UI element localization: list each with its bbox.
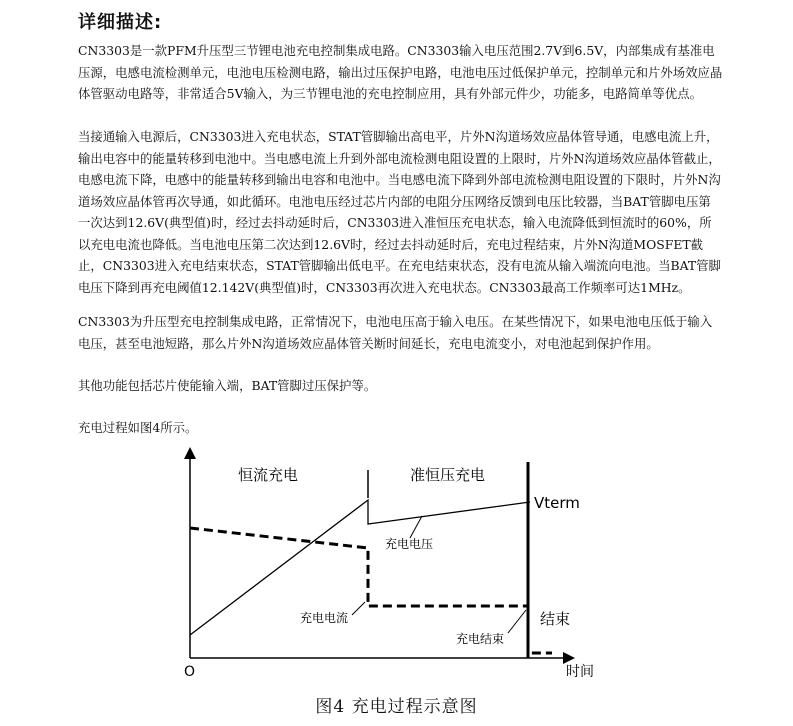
label-charge-end-annotation: 充电结束 bbox=[456, 632, 505, 646]
label-charge-voltage: 充电电压 bbox=[385, 537, 434, 551]
label-time: 时间 bbox=[566, 664, 594, 680]
paragraph-other-features: 其他功能包括芯片使能输入端，BAT管脚过压保护等。 bbox=[78, 378, 377, 393]
label-charge-current: 充电电流 bbox=[300, 611, 349, 625]
figure-caption: 图4 充电过程示意图 bbox=[315, 697, 478, 717]
current-leader-line bbox=[352, 602, 365, 615]
label-end: 结束 bbox=[540, 610, 571, 628]
label-constant-current: 恒流充电 bbox=[238, 466, 299, 484]
label-vterm: Vterm bbox=[534, 494, 580, 512]
section-heading: 详细描述: bbox=[78, 12, 163, 33]
paragraph-charging-operation: 当接通输入电源后，CN3303进入充电状态，STAT管脚输出高电平，片外N沟道场效应晶体管导通，电感电流上升，输出电容中的能量转移到电池中。当电感电流上升到外部电流检测电阻设置的上限时，片外N沟道场效应晶体管截止，电感电流下降，电感中的能量转移到输出电容和电池中。当电感电流下降到外部电流检测电阻设置的下限时，片外N沟道场效应晶体管再次导通，如此循环。电池电压经过芯片内部的电阻分压网络反馈到电压比较器，当BAT管脚电压第一次达到12.6V(典型值)时，经过去抖动延时后，CN3303进入准恒压充电状态，输入电流降低到恒流时的60%，所以充电电流也降低。当电池电压第二次达到12.6V时，经过去抖动延时后，充电过程结束，片外N沟道MOSFET截止，CN3303进入充电结束状态，STAT管脚输出低电平。在充电结束状态，没有电流从输入端流向电池。当BAT管脚电压下降到再充电阈值12.142V(典型值)时，CN3303再次进入充电状态。CN3303最高工作频率可达1MHz。 bbox=[78, 129, 721, 295]
end-leader-line bbox=[508, 610, 526, 633]
voltage-leader-line bbox=[410, 516, 422, 538]
charge-voltage-curve bbox=[190, 500, 530, 635]
label-origin: O bbox=[184, 664, 196, 680]
charging-process-diagram bbox=[160, 440, 600, 680]
paragraph-overview: CN3303是一款PFM升压型三节锂电池充电控制集成电路。CN3303输入电压范围2.7V到6.5V，内部集成有基准电压源，电感电流检测单元，电池电压检测电路，输出过压保护电路，电池电压过低保护单元，控制单元和片外场效应晶体管驱动电路等，非常适合5V输入，为三节锂电池的充电控制应用，具有外部元件少，功能多，电路简单等优点。 bbox=[78, 43, 723, 101]
paragraph-figure-intro: 充电过程如图4所示。 bbox=[78, 420, 198, 435]
paragraph-boost-protection: CN3303为升压型充电控制集成电路，正常情况下，电池电压高于输入电压。在某些情况下，如果电池电压低于输入电压，甚至电池短路，那么片外N沟道场效应晶体管关断时间延长，充电电流变小，对电池起到保护作用。 bbox=[78, 314, 713, 351]
label-quasi-constant-voltage: 准恒压充电 bbox=[410, 466, 486, 484]
